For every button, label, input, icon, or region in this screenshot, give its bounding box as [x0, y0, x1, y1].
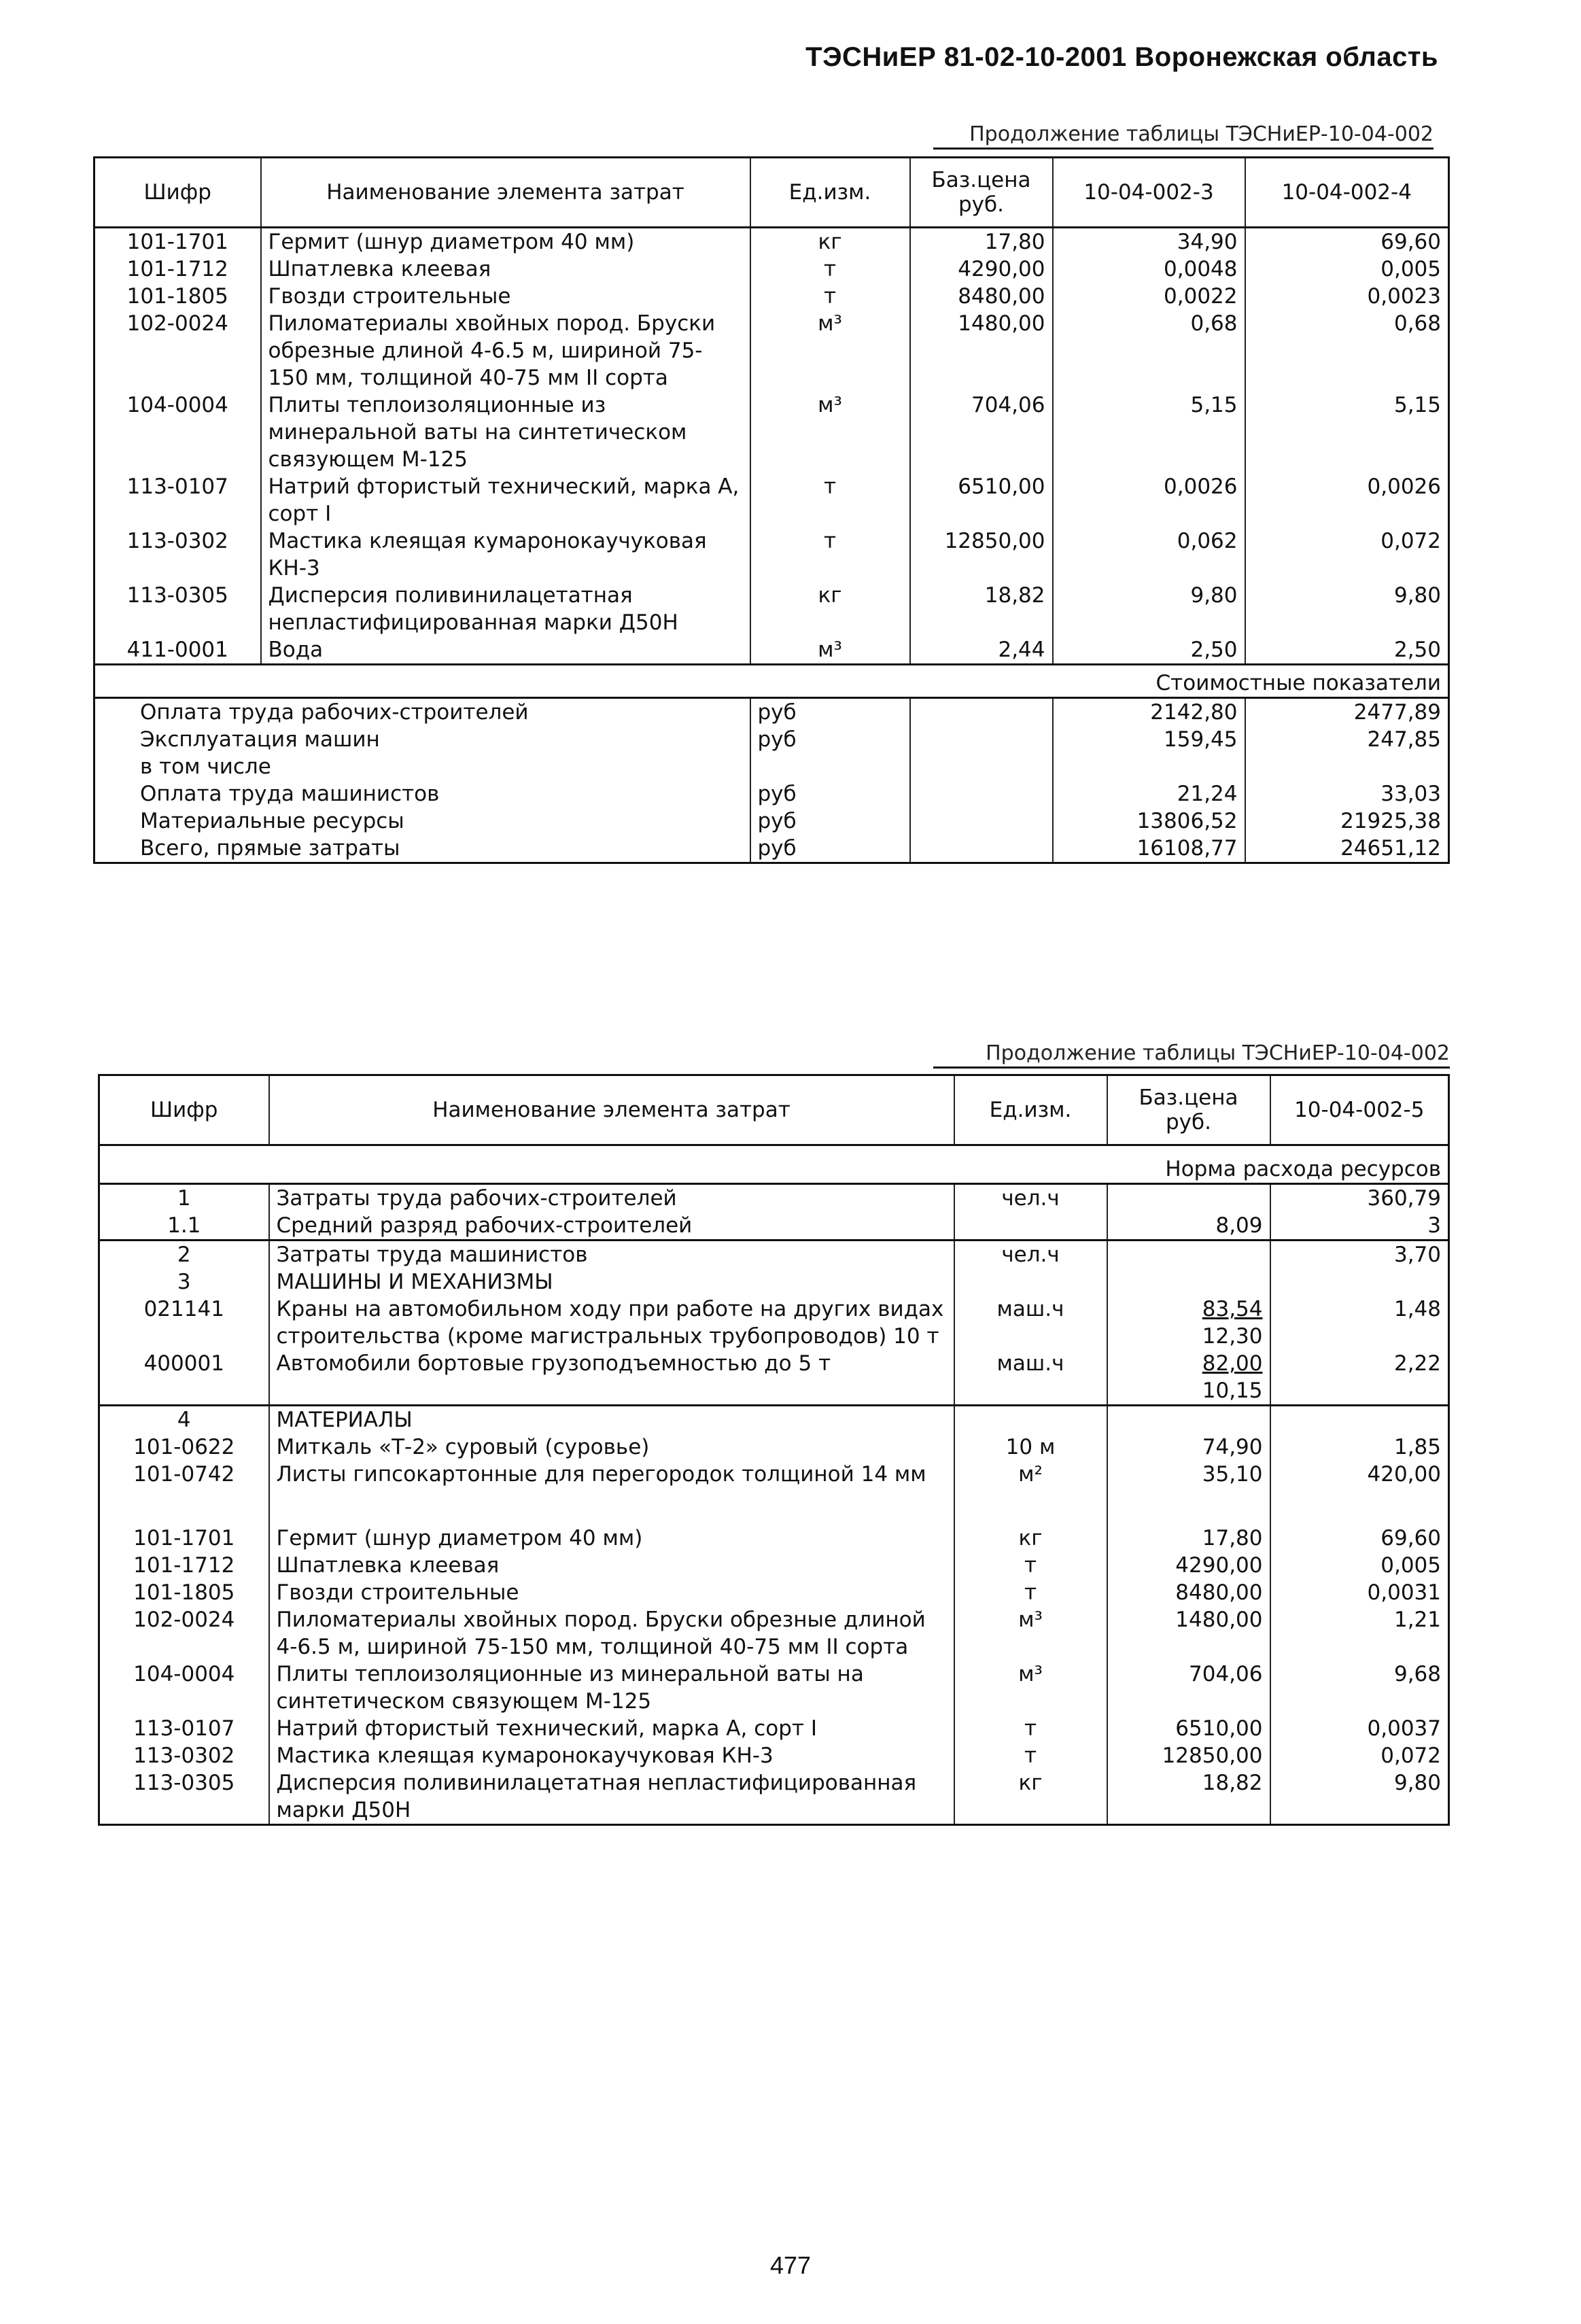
row-norm-4: 0,005 [1245, 256, 1449, 283]
table-row [99, 1212, 1449, 1241]
row-name: Шпатлевка клеевая [261, 256, 750, 283]
row-unit [954, 1268, 1107, 1296]
row-code: 1 [99, 1184, 269, 1213]
table-row [94, 473, 1449, 527]
row-unit: м² [954, 1461, 1107, 1525]
price-labor-denominator: 12,30 [1202, 1324, 1263, 1349]
row-base-price: 704,06 [1107, 1661, 1270, 1715]
row-norm-5: 2,22 [1270, 1350, 1449, 1406]
col-header-code: Шифр [99, 1075, 269, 1145]
table2 [98, 1074, 1450, 1826]
row-norm-3: 34,90 [1053, 228, 1245, 256]
table-row [94, 636, 1449, 665]
table-row [99, 1606, 1449, 1661]
row-norm-5: 9,80 [1270, 1769, 1449, 1825]
table-row [94, 582, 1449, 636]
cost-empty-cell [910, 726, 1053, 753]
cost-norm-4: 33,03 [1245, 780, 1449, 808]
page-number: 477 [769, 2251, 812, 2279]
row-base-price: 8,09 [1107, 1212, 1270, 1241]
row-base-price: 12850,00 [1107, 1742, 1270, 1769]
cost-norm-3: 21,24 [1053, 780, 1245, 808]
row-code: 102-0024 [99, 1606, 269, 1661]
row-name: Натрий фтористый технический, марка А, сорт I [269, 1715, 954, 1742]
row-norm-3: 5,15 [1053, 392, 1245, 473]
table1-body [94, 228, 1449, 863]
row-code: 021141 [99, 1296, 269, 1350]
table-row [94, 310, 1449, 392]
row-unit: т [750, 473, 910, 527]
table-row [99, 1715, 1449, 1742]
row-code: 411-0001 [94, 636, 261, 665]
row-norm-5: 69,60 [1270, 1525, 1449, 1552]
row-norm-4: 0,072 [1245, 527, 1449, 582]
row-unit: т [954, 1742, 1107, 1769]
price-machine-numerator: 83,54 [1202, 1297, 1263, 1321]
cost-empty-cell [910, 780, 1053, 808]
row-name: Гвозди строительные [261, 283, 750, 310]
row-norm-5 [1270, 1406, 1449, 1434]
row-name: Гермит (шнур диаметром 40 мм) [261, 228, 750, 256]
row-norm-5: 1,48 [1270, 1296, 1449, 1350]
row-unit: м³ [750, 392, 910, 473]
row-code: 101-1712 [94, 256, 261, 283]
row-norm-5: 9,68 [1270, 1661, 1449, 1715]
row-norm-4: 5,15 [1245, 392, 1449, 473]
cost-norm-3: 159,45 [1053, 726, 1245, 753]
col-header-unit: Ед.изм. [954, 1075, 1107, 1145]
row-base-price: 1480,00 [910, 310, 1053, 392]
table1-continuation-label: Продолжение таблицы ТЭСНиЕР-10-04-002 [933, 122, 1434, 150]
row-norm-3: 0,0022 [1053, 283, 1245, 310]
row-base-price: 4290,00 [1107, 1552, 1270, 1579]
row-base-price: 6510,00 [910, 473, 1053, 527]
row-code: 101-1712 [99, 1552, 269, 1579]
table-row [99, 1742, 1449, 1769]
row-norm-4: 9,80 [1245, 582, 1449, 636]
row-norm-4: 2,50 [1245, 636, 1449, 665]
row-unit: м³ [954, 1661, 1107, 1715]
cost-indicators-header: Стоимостные показатели [94, 665, 1449, 698]
row-norm-5: 420,00 [1270, 1461, 1449, 1525]
table-row [94, 256, 1449, 283]
row-code: 3 [99, 1268, 269, 1296]
row-code: 4 [99, 1406, 269, 1434]
row-unit: чел.ч [954, 1241, 1107, 1269]
cost-row [94, 808, 1449, 835]
cost-name: Оплата труда рабочих-строителей [94, 698, 750, 727]
row-base-price: 704,06 [910, 392, 1053, 473]
row-norm-3: 0,0048 [1053, 256, 1245, 283]
cost-unit: руб [750, 726, 910, 753]
row-code: 113-0107 [94, 473, 261, 527]
row-base-price: 8480,00 [910, 283, 1053, 310]
col-header-norm-3: 10-04-002-3 [1053, 158, 1245, 228]
cost-norm-4 [1245, 753, 1449, 780]
table-row [99, 1406, 1449, 1434]
row-norm-5: 3 [1270, 1212, 1449, 1241]
row-name: Гвозди строительные [269, 1579, 954, 1606]
row-name: Вода [261, 636, 750, 665]
row-name: Миткаль «Т-2» суровый (суровье) [269, 1434, 954, 1461]
table-row [99, 1434, 1449, 1461]
row-name: МАТЕРИАЛЫ [269, 1406, 954, 1434]
cost-unit [750, 753, 910, 780]
cost-header-row [94, 665, 1449, 698]
cost-norm-3: 13806,52 [1053, 808, 1245, 835]
cost-name: Оплата труда машинистов [94, 780, 750, 808]
row-unit: чел.ч [954, 1184, 1107, 1213]
table-row [99, 1184, 1449, 1213]
row-unit: 10 м [954, 1434, 1107, 1461]
cost-empty-cell [910, 808, 1053, 835]
row-code: 101-0742 [99, 1461, 269, 1525]
row-code: 113-0305 [99, 1769, 269, 1825]
col-header-name: Наименование элемента затрат [261, 158, 750, 228]
table-row [94, 527, 1449, 582]
row-code: 101-0622 [99, 1434, 269, 1461]
table2-continuation-label: Продолжение таблицы ТЭСНиЕР-10-04-002 [933, 1041, 1450, 1069]
row-unit: т [954, 1715, 1107, 1742]
row-norm-3: 2,50 [1053, 636, 1245, 665]
row-unit: кг [954, 1769, 1107, 1825]
cost-row [94, 780, 1449, 808]
row-base-price: 35,10 [1107, 1461, 1270, 1525]
row-name: Листы гипсокартонные для перегородок толщиной 14 мм [269, 1461, 954, 1525]
row-unit: маш.ч [954, 1296, 1107, 1350]
row-base-price [1107, 1296, 1270, 1350]
col-header-base-price: Баз.цена руб. [1107, 1075, 1270, 1145]
cost-unit: руб [750, 808, 910, 835]
row-base-price: 6510,00 [1107, 1715, 1270, 1742]
price-machine-numerator: 82,00 [1202, 1351, 1263, 1376]
row-base-price: 17,80 [1107, 1525, 1270, 1552]
row-code: 2 [99, 1241, 269, 1269]
norm-header: Норма расхода ресурсов [99, 1145, 1449, 1184]
cost-norm-4: 247,85 [1245, 726, 1449, 753]
cost-row [94, 753, 1449, 780]
row-base-price: 4290,00 [910, 256, 1053, 283]
row-norm-3: 0,0026 [1053, 473, 1245, 527]
row-name: Средний разряд рабочих-строителей [269, 1212, 954, 1241]
cost-name: Эксплуатация машин [94, 726, 750, 753]
table-row [99, 1769, 1449, 1825]
row-unit: м³ [954, 1606, 1107, 1661]
row-name: Шпатлевка клеевая [269, 1552, 954, 1579]
row-base-price [1107, 1184, 1270, 1213]
row-name: Краны на автомобильном ходу при работе на других видах строительства (кроме магистральных трубопроводов) 10 т [269, 1296, 954, 1350]
cost-empty-cell [910, 835, 1053, 863]
cost-unit: руб [750, 835, 910, 863]
row-code: 400001 [99, 1350, 269, 1406]
row-name: Автомобили бортовые грузоподъемностью до 5 т [269, 1350, 954, 1406]
table-row [94, 228, 1449, 256]
price-labor-denominator: 10,15 [1202, 1378, 1263, 1403]
cost-norm-4: 24651,12 [1245, 835, 1449, 863]
cost-row [94, 726, 1449, 753]
row-unit: кг [750, 228, 910, 256]
table1 [93, 156, 1450, 864]
row-norm-5: 0,0037 [1270, 1715, 1449, 1742]
row-name: МАШИНЫ И МЕХАНИЗМЫ [269, 1268, 954, 1296]
table-row [99, 1552, 1449, 1579]
row-base-price [1107, 1406, 1270, 1434]
row-name: Затраты труда машинистов [269, 1241, 954, 1269]
row-code: 101-1805 [94, 283, 261, 310]
row-base-price: 18,82 [1107, 1769, 1270, 1825]
row-norm-3: 9,80 [1053, 582, 1245, 636]
cost-row [94, 835, 1449, 863]
table-row [94, 283, 1449, 310]
row-base-price: 2,44 [910, 636, 1053, 665]
row-norm-5: 0,0031 [1270, 1579, 1449, 1606]
col-header-unit: Ед.изм. [750, 158, 910, 228]
row-name: Натрий фтористый технический, марка А, сорт I [261, 473, 750, 527]
row-norm-5: 0,005 [1270, 1552, 1449, 1579]
table-row [99, 1661, 1449, 1715]
row-norm-5: 3,70 [1270, 1241, 1449, 1269]
row-code: 101-1701 [94, 228, 261, 256]
cost-norm-3: 16108,77 [1053, 835, 1245, 863]
col-header-base-price: Баз.цена руб. [910, 158, 1053, 228]
table1-header-row [94, 158, 1449, 228]
row-norm-4: 69,60 [1245, 228, 1449, 256]
cost-name: Материальные ресурсы [94, 808, 750, 835]
row-base-price: 12850,00 [910, 527, 1053, 582]
row-unit: т [750, 283, 910, 310]
table-row [99, 1461, 1449, 1525]
document-title: ТЭСНиЕР 81-02-10-2001 Воронежская область [805, 42, 1438, 72]
row-name: Мастика клеящая кумаронокаучуковая КН-3 [269, 1742, 954, 1769]
cost-unit: руб [750, 698, 910, 727]
row-unit [954, 1406, 1107, 1434]
row-norm-4: 0,0023 [1245, 283, 1449, 310]
table-row [99, 1296, 1449, 1350]
row-code: 113-0107 [99, 1715, 269, 1742]
row-base-price: 1480,00 [1107, 1606, 1270, 1661]
cost-norm-4: 2477,89 [1245, 698, 1449, 727]
row-base-price [1107, 1268, 1270, 1296]
table-row [99, 1241, 1449, 1269]
row-code: 101-1805 [99, 1579, 269, 1606]
row-code: 104-0004 [99, 1661, 269, 1715]
row-code: 113-0302 [99, 1742, 269, 1769]
cost-unit: руб [750, 780, 910, 808]
table-row [99, 1350, 1449, 1406]
row-name: Плиты теплоизоляционные из минеральной ваты на синтетическом связующем М-125 [261, 392, 750, 473]
row-unit [954, 1212, 1107, 1241]
row-base-price [1107, 1350, 1270, 1406]
col-header-code: Шифр [94, 158, 261, 228]
table-row [99, 1525, 1449, 1552]
row-name: Мастика клеящая кумаронокаучуковая КН-3 [261, 527, 750, 582]
row-name: Дисперсия поливинилацетатная непластифицированная марки Д50Н [269, 1769, 954, 1825]
row-name: Пиломатериалы хвойных пород. Бруски обрезные длиной 4-6.5 м, шириной 75-150 мм, толщиной 40-75 мм II сорта [269, 1606, 954, 1661]
cost-norm-3: 2142,80 [1053, 698, 1245, 727]
row-base-price: 17,80 [910, 228, 1053, 256]
row-norm-3: 0,062 [1053, 527, 1245, 582]
row-unit: т [954, 1552, 1107, 1579]
row-base-price: 74,90 [1107, 1434, 1270, 1461]
row-unit: т [954, 1579, 1107, 1606]
row-unit: кг [750, 582, 910, 636]
row-norm-5: 1,21 [1270, 1606, 1449, 1661]
row-base-price [1107, 1241, 1270, 1269]
row-norm-5: 0,072 [1270, 1742, 1449, 1769]
row-unit: маш.ч [954, 1350, 1107, 1406]
row-name: Дисперсия поливинилацетатная непластифицированная марки Д50Н [261, 582, 750, 636]
cost-empty-cell [910, 698, 1053, 727]
table-row [99, 1579, 1449, 1606]
row-unit: м³ [750, 636, 910, 665]
row-norm-4: 0,68 [1245, 310, 1449, 392]
row-norm-3: 0,68 [1053, 310, 1245, 392]
row-name: Затраты труда рабочих-строителей [269, 1184, 954, 1213]
row-norm-4: 0,0026 [1245, 473, 1449, 527]
cost-name: в том числе [94, 753, 750, 780]
row-code: 113-0302 [94, 527, 261, 582]
col-header-norm-4: 10-04-002-4 [1245, 158, 1449, 228]
row-base-price: 18,82 [910, 582, 1053, 636]
table2-header-row [99, 1075, 1449, 1145]
row-unit: кг [954, 1525, 1107, 1552]
row-code: 113-0305 [94, 582, 261, 636]
table-row [99, 1268, 1449, 1296]
cost-row [94, 698, 1449, 727]
col-header-name: Наименование элемента затрат [269, 1075, 954, 1145]
row-name: Плиты теплоизоляционные из минеральной ваты на синтетическом связующем М-125 [269, 1661, 954, 1715]
cost-norm-3 [1053, 753, 1245, 780]
row-norm-5: 1,85 [1270, 1434, 1449, 1461]
row-base-price: 8480,00 [1107, 1579, 1270, 1606]
row-norm-5 [1270, 1268, 1449, 1296]
row-norm-5: 360,79 [1270, 1184, 1449, 1213]
row-unit: т [750, 527, 910, 582]
row-name: Пиломатериалы хвойных пород. Бруски обрезные длиной 4-6.5 м, шириной 75-150 мм, толщиной 40-75 мм II сорта [261, 310, 750, 392]
row-code: 104-0004 [94, 392, 261, 473]
cost-name: Всего, прямые затраты [94, 835, 750, 863]
cost-norm-4: 21925,38 [1245, 808, 1449, 835]
row-code: 1.1 [99, 1212, 269, 1241]
row-unit: м³ [750, 310, 910, 392]
norm-header-row [99, 1145, 1449, 1184]
col-header-norm-5: 10-04-002-5 [1270, 1075, 1449, 1145]
cost-empty-cell [910, 753, 1053, 780]
row-unit: т [750, 256, 910, 283]
row-code: 102-0024 [94, 310, 261, 392]
table-row [94, 392, 1449, 473]
row-code: 101-1701 [99, 1525, 269, 1552]
row-name: Гермит (шнур диаметром 40 мм) [269, 1525, 954, 1552]
table2-body [99, 1145, 1449, 1825]
